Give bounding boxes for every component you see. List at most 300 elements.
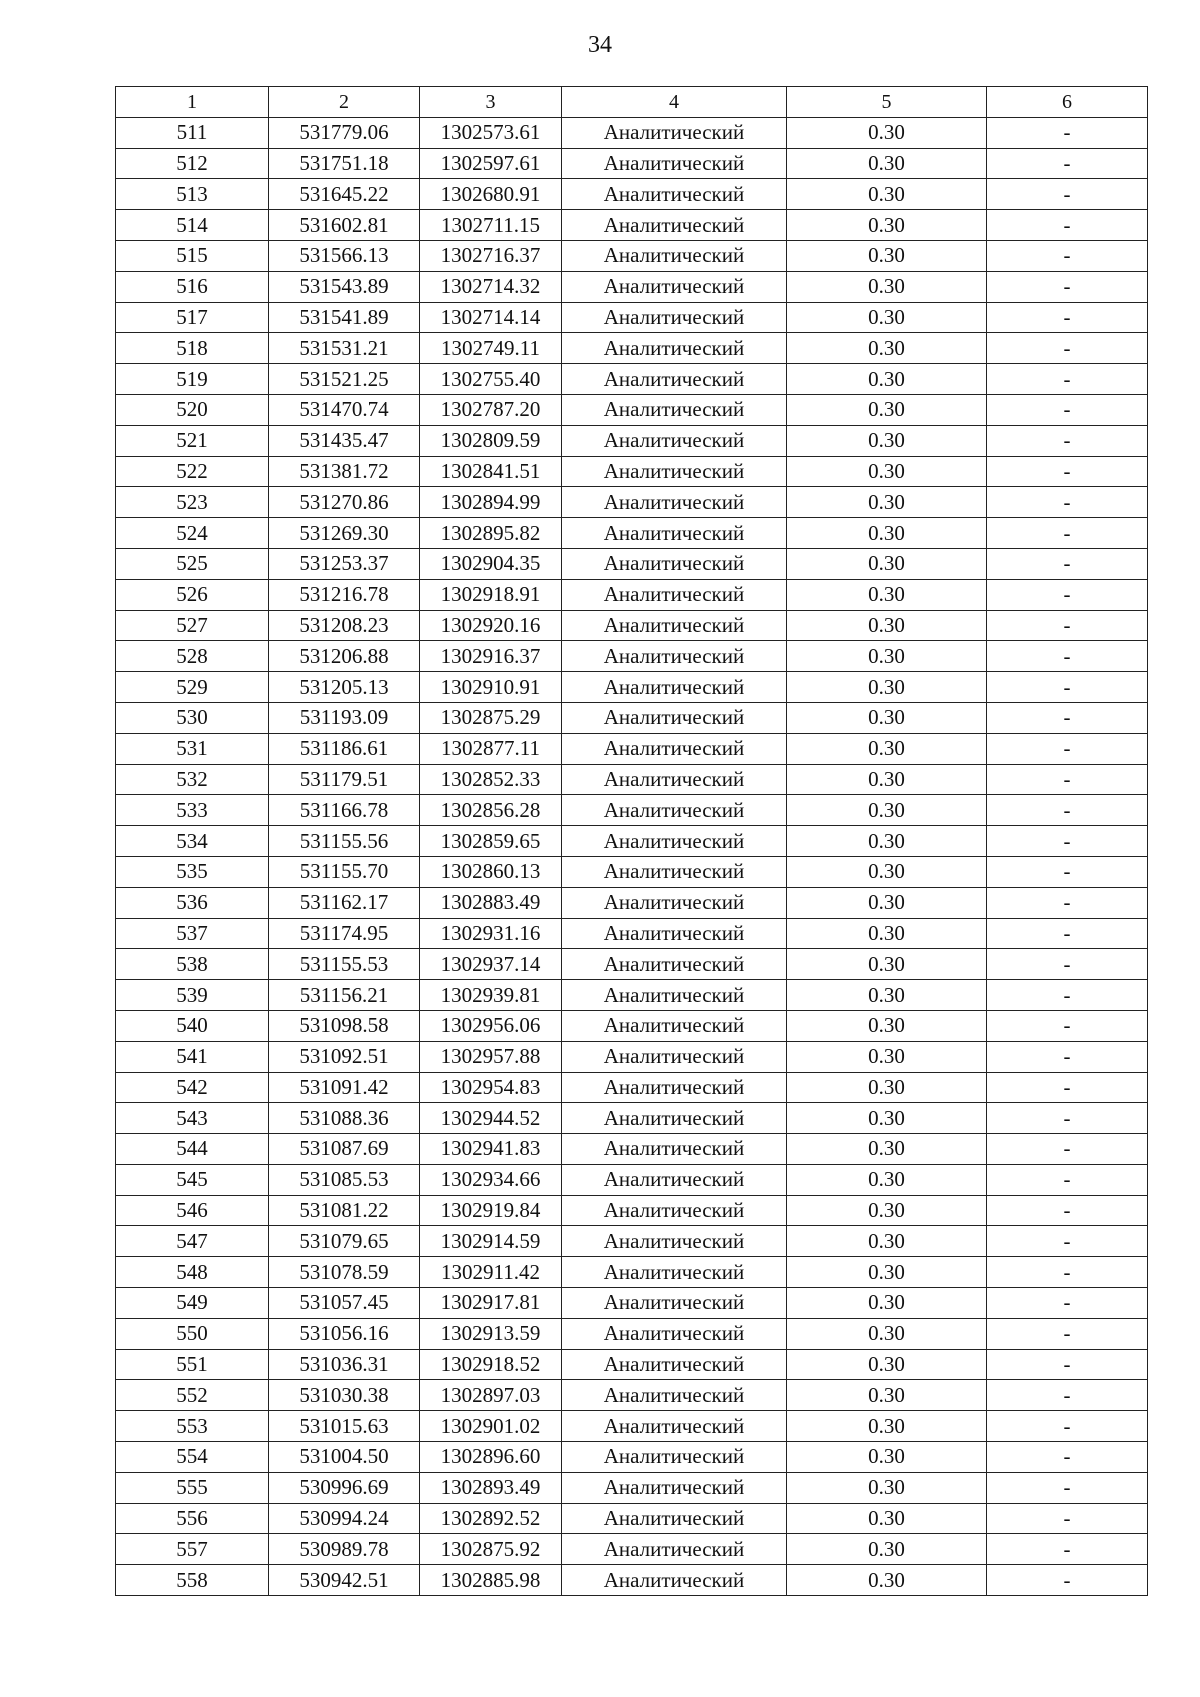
coordinate-x: 531751.18 — [269, 148, 420, 179]
table-row — [116, 1010, 1148, 1041]
table-row — [116, 610, 1148, 641]
coordinate-x: 531531.21 — [269, 333, 420, 364]
note: - — [987, 179, 1148, 210]
method: Аналитический — [562, 672, 787, 703]
table-row — [116, 641, 1148, 672]
note: - — [987, 795, 1148, 826]
accuracy: 0.30 — [787, 210, 987, 241]
coordinate-y: 1302941.83 — [420, 1134, 562, 1165]
method: Аналитический — [562, 1226, 787, 1257]
point-number: 536 — [116, 887, 269, 918]
table-row — [116, 1072, 1148, 1103]
table-row — [116, 1134, 1148, 1165]
table-row — [116, 579, 1148, 610]
coordinate-x: 530996.69 — [269, 1472, 420, 1503]
accuracy: 0.30 — [787, 1103, 987, 1134]
table-row — [116, 333, 1148, 364]
coordinate-y: 1302714.14 — [420, 302, 562, 333]
accuracy: 0.30 — [787, 1164, 987, 1195]
table-row — [116, 1103, 1148, 1134]
coordinate-x: 531381.72 — [269, 456, 420, 487]
coordinate-y: 1302714.32 — [420, 271, 562, 302]
table-row — [116, 1318, 1148, 1349]
note: - — [987, 148, 1148, 179]
coordinate-x: 531216.78 — [269, 579, 420, 610]
coordinate-x: 531085.53 — [269, 1164, 420, 1195]
page-number: 34 — [588, 32, 612, 58]
note: - — [987, 702, 1148, 733]
method: Аналитический — [562, 548, 787, 579]
method: Аналитический — [562, 1041, 787, 1072]
coordinate-y: 1302913.59 — [420, 1318, 562, 1349]
coordinate-x: 531087.69 — [269, 1134, 420, 1165]
point-number: 555 — [116, 1472, 269, 1503]
coordinate-x: 531091.42 — [269, 1072, 420, 1103]
point-number: 554 — [116, 1442, 269, 1473]
point-number: 528 — [116, 641, 269, 672]
table-row — [116, 1349, 1148, 1380]
accuracy: 0.30 — [787, 333, 987, 364]
point-number: 514 — [116, 210, 269, 241]
coordinate-x: 531270.86 — [269, 487, 420, 518]
table-row — [116, 1442, 1148, 1473]
coordinate-x: 531036.31 — [269, 1349, 420, 1380]
method: Аналитический — [562, 117, 787, 148]
point-number: 521 — [116, 425, 269, 456]
coordinate-y: 1302919.84 — [420, 1195, 562, 1226]
table-row — [116, 394, 1148, 425]
column-header: 2 — [269, 87, 420, 118]
note: - — [987, 1349, 1148, 1380]
method: Аналитический — [562, 918, 787, 949]
table-row — [116, 1226, 1148, 1257]
accuracy: 0.30 — [787, 394, 987, 425]
note: - — [987, 425, 1148, 456]
coordinate-x: 530989.78 — [269, 1534, 420, 1565]
point-number: 541 — [116, 1041, 269, 1072]
method: Аналитический — [562, 364, 787, 395]
accuracy: 0.30 — [787, 117, 987, 148]
method: Аналитический — [562, 980, 787, 1011]
coordinate-x: 531186.61 — [269, 733, 420, 764]
method: Аналитический — [562, 1472, 787, 1503]
coordinate-y: 1302809.59 — [420, 425, 562, 456]
note: - — [987, 1318, 1148, 1349]
coordinate-x: 530942.51 — [269, 1565, 420, 1596]
point-number: 523 — [116, 487, 269, 518]
note: - — [987, 210, 1148, 241]
coordinate-x: 531566.13 — [269, 240, 420, 271]
point-number: 539 — [116, 980, 269, 1011]
point-number: 522 — [116, 456, 269, 487]
coordinate-y: 1302911.42 — [420, 1257, 562, 1288]
accuracy: 0.30 — [787, 1257, 987, 1288]
table-row — [116, 1534, 1148, 1565]
point-number: 531 — [116, 733, 269, 764]
coordinate-y: 1302885.98 — [420, 1565, 562, 1596]
method: Аналитический — [562, 1349, 787, 1380]
coordinate-y: 1302931.16 — [420, 918, 562, 949]
accuracy: 0.30 — [787, 610, 987, 641]
coordinate-x: 531179.51 — [269, 764, 420, 795]
method: Аналитический — [562, 1257, 787, 1288]
table-row — [116, 826, 1148, 857]
coordinate-x: 531208.23 — [269, 610, 420, 641]
note: - — [987, 1041, 1148, 1072]
coordinate-x: 531253.37 — [269, 548, 420, 579]
table-header — [116, 87, 1148, 118]
coordinate-y: 1302597.61 — [420, 148, 562, 179]
coordinate-y: 1302956.06 — [420, 1010, 562, 1041]
coordinate-y: 1302680.91 — [420, 179, 562, 210]
coordinate-x: 531435.47 — [269, 425, 420, 456]
table-row — [116, 733, 1148, 764]
table-row — [116, 949, 1148, 980]
coordinate-y: 1302860.13 — [420, 856, 562, 887]
table-row — [116, 1257, 1148, 1288]
accuracy: 0.30 — [787, 918, 987, 949]
accuracy: 0.30 — [787, 487, 987, 518]
table-row — [116, 117, 1148, 148]
note: - — [987, 1164, 1148, 1195]
note: - — [987, 1257, 1148, 1288]
coordinate-x: 531521.25 — [269, 364, 420, 395]
coordinate-y: 1302892.52 — [420, 1503, 562, 1534]
table-row — [116, 487, 1148, 518]
accuracy: 0.30 — [787, 980, 987, 1011]
accuracy: 0.30 — [787, 1442, 987, 1473]
accuracy: 0.30 — [787, 1503, 987, 1534]
table-row — [116, 887, 1148, 918]
point-number: 548 — [116, 1257, 269, 1288]
coordinate-x: 531162.17 — [269, 887, 420, 918]
method: Аналитический — [562, 148, 787, 179]
note: - — [987, 548, 1148, 579]
note: - — [987, 518, 1148, 549]
method: Аналитический — [562, 210, 787, 241]
accuracy: 0.30 — [787, 1072, 987, 1103]
table-row — [116, 764, 1148, 795]
coordinate-x: 531645.22 — [269, 179, 420, 210]
method: Аналитический — [562, 641, 787, 672]
coordinate-y: 1302896.60 — [420, 1442, 562, 1473]
method: Аналитический — [562, 1103, 787, 1134]
accuracy: 0.30 — [787, 1349, 987, 1380]
note: - — [987, 764, 1148, 795]
coordinate-x: 531205.13 — [269, 672, 420, 703]
method: Аналитический — [562, 333, 787, 364]
method: Аналитический — [562, 1164, 787, 1195]
coordinate-x: 531206.88 — [269, 641, 420, 672]
coordinate-y: 1302755.40 — [420, 364, 562, 395]
column-header: 3 — [420, 87, 562, 118]
coordinate-y: 1302939.81 — [420, 980, 562, 1011]
accuracy: 0.30 — [787, 1565, 987, 1596]
point-number: 553 — [116, 1411, 269, 1442]
coordinate-x: 531056.16 — [269, 1318, 420, 1349]
note: - — [987, 487, 1148, 518]
coordinate-x: 530994.24 — [269, 1503, 420, 1534]
accuracy: 0.30 — [787, 1195, 987, 1226]
accuracy: 0.30 — [787, 764, 987, 795]
coordinate-x: 531030.38 — [269, 1380, 420, 1411]
coordinate-x: 531779.06 — [269, 117, 420, 148]
coordinate-x: 531004.50 — [269, 1442, 420, 1473]
method: Аналитический — [562, 1072, 787, 1103]
point-number: 540 — [116, 1010, 269, 1041]
table-row — [116, 548, 1148, 579]
accuracy: 0.30 — [787, 271, 987, 302]
coordinate-y: 1302875.29 — [420, 702, 562, 733]
coordinate-y: 1302944.52 — [420, 1103, 562, 1134]
coordinate-y: 1302573.61 — [420, 117, 562, 148]
coordinate-x: 531015.63 — [269, 1411, 420, 1442]
coordinate-y: 1302916.37 — [420, 641, 562, 672]
note: - — [987, 364, 1148, 395]
note: - — [987, 1288, 1148, 1319]
coordinate-y: 1302934.66 — [420, 1164, 562, 1195]
point-number: 511 — [116, 117, 269, 148]
point-number: 513 — [116, 179, 269, 210]
note: - — [987, 302, 1148, 333]
point-number: 557 — [116, 1534, 269, 1565]
method: Аналитический — [562, 1318, 787, 1349]
table-row — [116, 240, 1148, 271]
accuracy: 0.30 — [787, 1041, 987, 1072]
note: - — [987, 610, 1148, 641]
accuracy: 0.30 — [787, 1318, 987, 1349]
method: Аналитический — [562, 579, 787, 610]
method: Аналитический — [562, 240, 787, 271]
note: - — [987, 1010, 1148, 1041]
point-number: 556 — [116, 1503, 269, 1534]
point-number: 547 — [116, 1226, 269, 1257]
method: Аналитический — [562, 826, 787, 857]
accuracy: 0.30 — [787, 672, 987, 703]
table-row — [116, 1503, 1148, 1534]
point-number: 537 — [116, 918, 269, 949]
note: - — [987, 949, 1148, 980]
coordinate-x: 531088.36 — [269, 1103, 420, 1134]
coordinate-x: 531078.59 — [269, 1257, 420, 1288]
coordinate-y: 1302893.49 — [420, 1472, 562, 1503]
method: Аналитический — [562, 1195, 787, 1226]
table-row — [116, 1565, 1148, 1596]
coordinate-y: 1302914.59 — [420, 1226, 562, 1257]
coordinate-x: 531174.95 — [269, 918, 420, 949]
table-row — [116, 918, 1148, 949]
method: Аналитический — [562, 425, 787, 456]
note: - — [987, 1565, 1148, 1596]
coordinate-y: 1302910.91 — [420, 672, 562, 703]
coordinate-y: 1302883.49 — [420, 887, 562, 918]
note: - — [987, 1380, 1148, 1411]
method: Аналитический — [562, 1534, 787, 1565]
coordinate-y: 1302787.20 — [420, 394, 562, 425]
coordinate-y: 1302918.91 — [420, 579, 562, 610]
table-row — [116, 364, 1148, 395]
coordinate-y: 1302901.02 — [420, 1411, 562, 1442]
table-row — [116, 1041, 1148, 1072]
table-row — [116, 1288, 1148, 1319]
method: Аналитический — [562, 518, 787, 549]
accuracy: 0.30 — [787, 1411, 987, 1442]
table-row — [116, 179, 1148, 210]
accuracy: 0.30 — [787, 579, 987, 610]
point-number: 545 — [116, 1164, 269, 1195]
coordinate-x: 531156.21 — [269, 980, 420, 1011]
coordinate-y: 1302894.99 — [420, 487, 562, 518]
method: Аналитический — [562, 733, 787, 764]
accuracy: 0.30 — [787, 949, 987, 980]
table-row — [116, 456, 1148, 487]
note: - — [987, 117, 1148, 148]
accuracy: 0.30 — [787, 1534, 987, 1565]
point-number: 519 — [116, 364, 269, 395]
accuracy: 0.30 — [787, 425, 987, 456]
accuracy: 0.30 — [787, 518, 987, 549]
coordinate-y: 1302716.37 — [420, 240, 562, 271]
note: - — [987, 1226, 1148, 1257]
note: - — [987, 1072, 1148, 1103]
note: - — [987, 980, 1148, 1011]
accuracy: 0.30 — [787, 1134, 987, 1165]
point-number: 525 — [116, 548, 269, 579]
accuracy: 0.30 — [787, 302, 987, 333]
point-number: 544 — [116, 1134, 269, 1165]
point-number: 534 — [116, 826, 269, 857]
coordinate-y: 1302897.03 — [420, 1380, 562, 1411]
note: - — [987, 826, 1148, 857]
method: Аналитический — [562, 856, 787, 887]
coordinate-x: 531470.74 — [269, 394, 420, 425]
coordinate-y: 1302852.33 — [420, 764, 562, 795]
table-row — [116, 1195, 1148, 1226]
table-row — [116, 210, 1148, 241]
note: - — [987, 1134, 1148, 1165]
point-number: 517 — [116, 302, 269, 333]
point-number: 535 — [116, 856, 269, 887]
coordinate-x: 531543.89 — [269, 271, 420, 302]
table-row — [116, 1472, 1148, 1503]
note: - — [987, 1442, 1148, 1473]
column-header: 5 — [787, 87, 987, 118]
method: Аналитический — [562, 456, 787, 487]
note: - — [987, 733, 1148, 764]
accuracy: 0.30 — [787, 1472, 987, 1503]
note: - — [987, 1503, 1148, 1534]
table-row — [116, 672, 1148, 703]
method: Аналитический — [562, 302, 787, 333]
accuracy: 0.30 — [787, 887, 987, 918]
point-number: 546 — [116, 1195, 269, 1226]
table-row — [116, 302, 1148, 333]
method: Аналитический — [562, 764, 787, 795]
point-number: 529 — [116, 672, 269, 703]
note: - — [987, 1195, 1148, 1226]
table-row — [116, 518, 1148, 549]
note: - — [987, 240, 1148, 271]
method: Аналитический — [562, 1380, 787, 1411]
coordinate-y: 1302937.14 — [420, 949, 562, 980]
note: - — [987, 1534, 1148, 1565]
method: Аналитический — [562, 1134, 787, 1165]
accuracy: 0.30 — [787, 1380, 987, 1411]
point-number: 538 — [116, 949, 269, 980]
table-row — [116, 980, 1148, 1011]
accuracy: 0.30 — [787, 1288, 987, 1319]
table-row — [116, 1164, 1148, 1195]
point-number: 550 — [116, 1318, 269, 1349]
method: Аналитический — [562, 179, 787, 210]
coordinate-y: 1302895.82 — [420, 518, 562, 549]
accuracy: 0.30 — [787, 702, 987, 733]
table-row — [116, 856, 1148, 887]
method: Аналитический — [562, 795, 787, 826]
column-header: 4 — [562, 87, 787, 118]
point-number: 527 — [116, 610, 269, 641]
note: - — [987, 456, 1148, 487]
table-row — [116, 271, 1148, 302]
coordinate-x: 531602.81 — [269, 210, 420, 241]
coordinate-y: 1302856.28 — [420, 795, 562, 826]
accuracy: 0.30 — [787, 364, 987, 395]
method: Аналитический — [562, 702, 787, 733]
coordinate-x: 531193.09 — [269, 702, 420, 733]
table-row — [116, 1411, 1148, 1442]
coordinate-y: 1302875.92 — [420, 1534, 562, 1565]
note: - — [987, 579, 1148, 610]
column-header: 1 — [116, 87, 269, 118]
point-number: 520 — [116, 394, 269, 425]
coordinate-y: 1302749.11 — [420, 333, 562, 364]
accuracy: 0.30 — [787, 240, 987, 271]
coordinate-x: 531155.56 — [269, 826, 420, 857]
table-row — [116, 425, 1148, 456]
table-row — [116, 148, 1148, 179]
column-header: 6 — [987, 87, 1148, 118]
table-row — [116, 1380, 1148, 1411]
accuracy: 0.30 — [787, 856, 987, 887]
method: Аналитический — [562, 1503, 787, 1534]
accuracy: 0.30 — [787, 733, 987, 764]
coordinate-y: 1302920.16 — [420, 610, 562, 641]
table-row — [116, 795, 1148, 826]
coordinate-x: 531269.30 — [269, 518, 420, 549]
note: - — [987, 1103, 1148, 1134]
point-number: 518 — [116, 333, 269, 364]
note: - — [987, 672, 1148, 703]
method: Аналитический — [562, 887, 787, 918]
point-number: 515 — [116, 240, 269, 271]
point-number: 549 — [116, 1288, 269, 1319]
coordinate-x: 531081.22 — [269, 1195, 420, 1226]
coordinate-y: 1302859.65 — [420, 826, 562, 857]
method: Аналитический — [562, 1411, 787, 1442]
point-number: 512 — [116, 148, 269, 179]
note: - — [987, 1411, 1148, 1442]
note: - — [987, 333, 1148, 364]
accuracy: 0.30 — [787, 456, 987, 487]
accuracy: 0.30 — [787, 548, 987, 579]
note: - — [987, 887, 1148, 918]
method: Аналитический — [562, 271, 787, 302]
coordinate-x: 531541.89 — [269, 302, 420, 333]
point-number: 542 — [116, 1072, 269, 1103]
point-number: 524 — [116, 518, 269, 549]
point-number: 526 — [116, 579, 269, 610]
table-body — [116, 117, 1148, 1595]
